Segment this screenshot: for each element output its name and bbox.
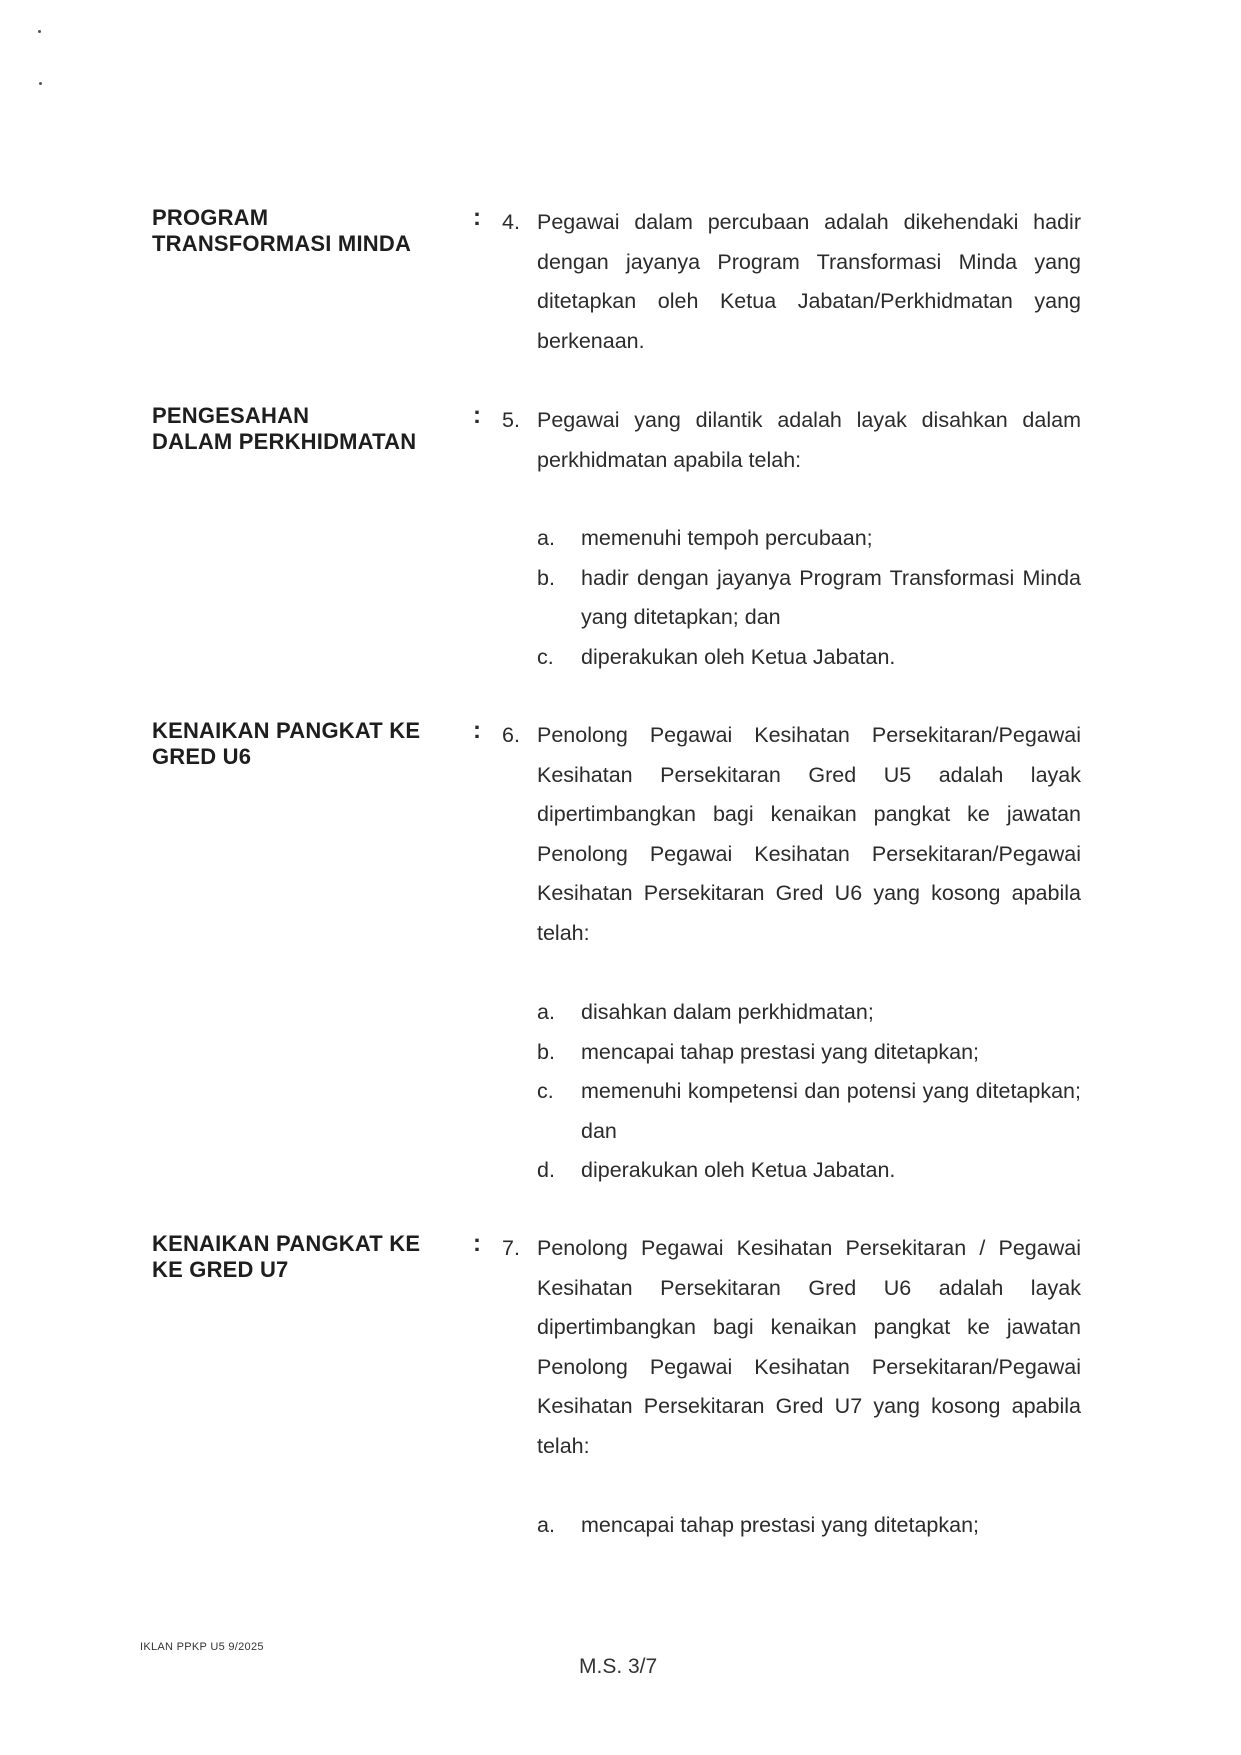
list-item bbox=[537, 993, 1081, 1033]
list-marker: b. bbox=[537, 565, 555, 590]
heading-line: KE GRED U7 bbox=[152, 1257, 289, 1282]
condition-list bbox=[537, 1506, 1081, 1546]
condition-list bbox=[537, 519, 1081, 677]
list-text: diperakukan oleh Ketua Jabatan. bbox=[581, 1158, 896, 1182]
colon-separator: : bbox=[473, 402, 481, 429]
clause-paragraph: Penolong Pegawai Kesihatan Persekitaran/Pegawai Kesihatan Persekitaran Gred U5 adalah layak dipertimbangkan bagi kenaikan pangkat ke jawatan Penolong Pegawai Kesihatan Persekitaran/Pegawai Kesihatan Persekitaran Gred U6 yang kosong apabila telah: bbox=[537, 723, 1081, 945]
list-item bbox=[537, 559, 1081, 638]
list-text: disahkan dalam perkhidmatan; bbox=[581, 1000, 874, 1024]
colon-separator: : bbox=[473, 717, 481, 744]
list-marker: a. bbox=[537, 526, 555, 550]
heading-line: DALAM PERKHIDMATAN bbox=[152, 429, 417, 454]
clause-number: 7. bbox=[502, 1236, 520, 1260]
clause-number: 5. bbox=[502, 408, 520, 432]
list-item bbox=[537, 1506, 1081, 1546]
list-item bbox=[537, 1072, 1081, 1151]
list-marker: b. bbox=[537, 1039, 555, 1064]
document-reference-code: IKLAN PPKP U5 9/2025 bbox=[140, 1641, 264, 1653]
heading-line: PROGRAM bbox=[152, 205, 269, 230]
list-marker: c. bbox=[537, 1079, 554, 1103]
list-text: memenuhi tempoh percubaan; bbox=[581, 526, 873, 550]
list-item bbox=[537, 1033, 1081, 1073]
clause-number: 6. bbox=[502, 723, 520, 747]
list-marker: c. bbox=[537, 644, 554, 669]
list-text: mencapai tahap prestasi yang ditetapkan; bbox=[581, 1513, 980, 1537]
section-heading bbox=[152, 205, 411, 257]
scan-speck bbox=[39, 82, 42, 85]
list-text: hadir dengan jayanya Program Transformasi Minda yang ditetapkan; dan bbox=[581, 565, 1081, 629]
list-text: diperakukan oleh Ketua Jabatan. bbox=[581, 644, 896, 669]
section-heading bbox=[152, 718, 420, 770]
heading-line: KENAIKAN PANGKAT KE bbox=[152, 1231, 421, 1256]
list-item bbox=[537, 519, 1081, 559]
list-marker: a. bbox=[537, 1513, 555, 1537]
clause-paragraph: Penolong Pegawai Kesihatan Persekitaran / Pegawai Kesihatan Persekitaran Gred U6 adalah layak dipertimbangkan bagi kenaikan pangkat ke jawatan Penolong Pegawai Kesihatan Persekitaran/Pegawai Kesihatan Persekitaran Gred U7 yang kosong apabila telah: bbox=[537, 1236, 1081, 1458]
colon-separator: : bbox=[473, 204, 481, 231]
heading-line: GRED U6 bbox=[152, 744, 252, 769]
heading-line: TRANSFORMASI MINDA bbox=[152, 231, 412, 256]
list-marker: a. bbox=[537, 1000, 555, 1024]
clause-paragraph: Pegawai yang dilantik adalah layak disahkan dalam perkhidmatan apabila telah: bbox=[537, 408, 1081, 472]
heading-line: PENGESAHAN bbox=[152, 403, 310, 428]
clause-number: 4. bbox=[502, 210, 520, 234]
colon-separator: : bbox=[473, 1230, 481, 1257]
condition-list bbox=[537, 993, 1081, 1191]
list-marker: d. bbox=[537, 1158, 555, 1182]
section-heading bbox=[152, 1231, 420, 1283]
page-number: M.S. 3/7 bbox=[579, 1655, 658, 1678]
list-text: memenuhi kompetensi dan potensi yang ditetapkan; dan bbox=[581, 1079, 1081, 1143]
clause-paragraph: Pegawai dalam percubaan adalah dikehendaki hadir dengan jayanya Program Transformasi Minda yang ditetapkan oleh Ketua Jabatan/Perkhidmatan yang berkenaan. bbox=[537, 210, 1081, 353]
section-heading bbox=[152, 403, 416, 455]
heading-line: KENAIKAN PANGKAT KE bbox=[152, 718, 421, 743]
list-text: mencapai tahap prestasi yang ditetapkan; bbox=[581, 1039, 980, 1064]
list-item bbox=[537, 1151, 1081, 1191]
list-item bbox=[537, 638, 1081, 678]
scan-speck bbox=[38, 30, 41, 33]
